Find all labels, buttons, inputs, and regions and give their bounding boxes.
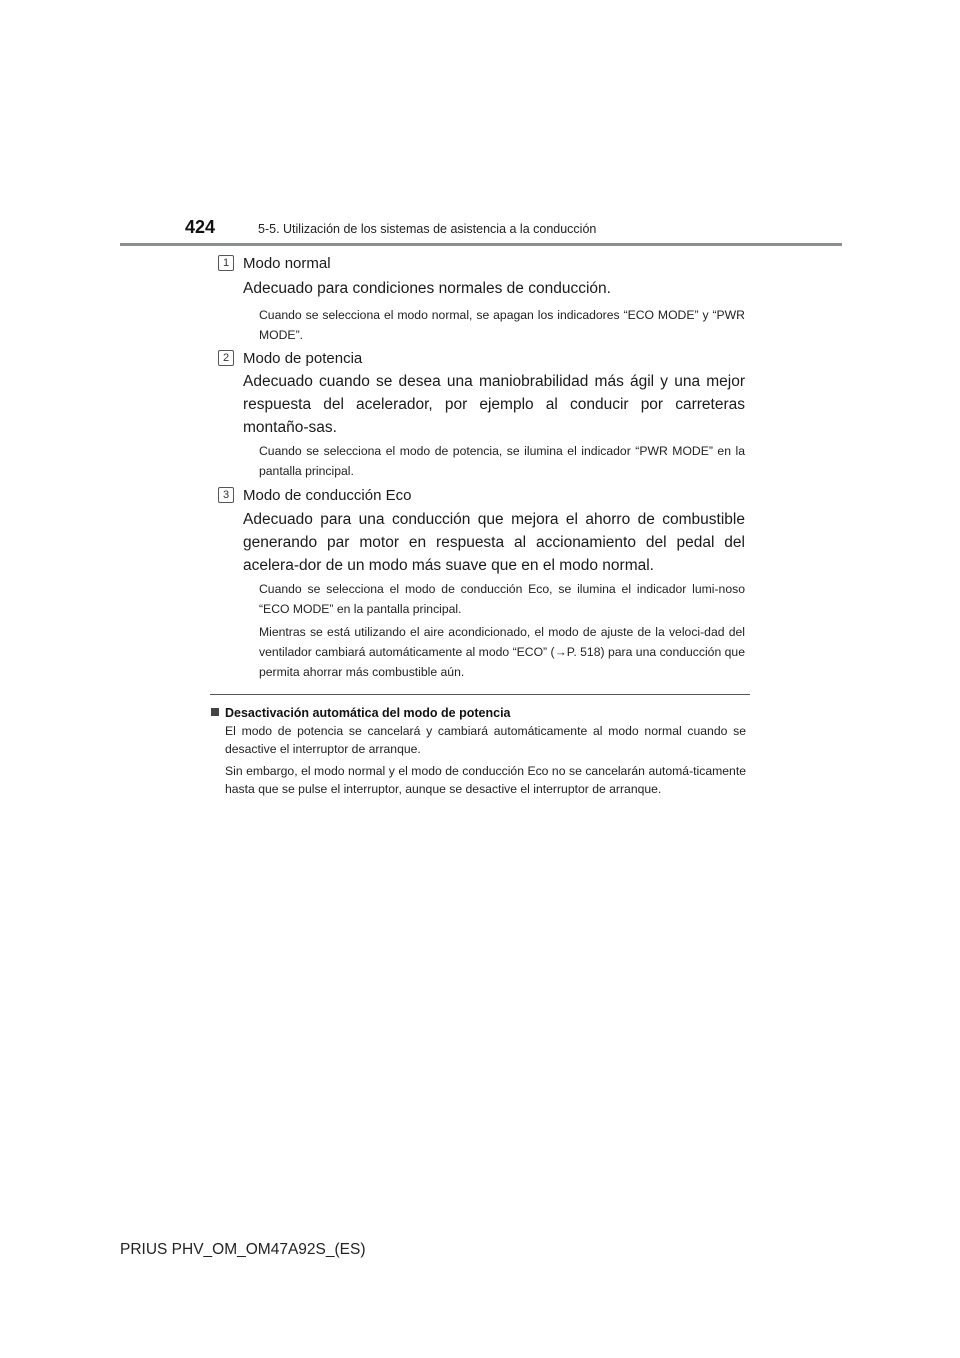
document-id: PRIUS PHV_OM_OM47A92S_(ES): [120, 1241, 366, 1258]
item-description: Adecuado cuando se desea una maniobrabilidad más ágil y una mejor respuesta del acelerador, por ejemplo al conducir por carreteras montaño-sas.: [243, 373, 745, 436]
square-bullet-icon: [211, 708, 219, 716]
item-note: Cuando se selecciona el modo normal, se apagan los indicadores “ECO MODE” y “PWR MODE”.: [259, 308, 745, 342]
item-description: Adecuado para condiciones normales de conducción.: [243, 280, 611, 297]
item-description: Adecuado para una conducción que mejora el ahorro de combustible generando par motor en respuesta al accionamiento del pedal del acelera-dor de un modo más suave que en el modo normal.: [243, 511, 745, 574]
item-number-badge: 3: [218, 487, 234, 503]
page-number: 424: [185, 217, 216, 237]
info-block: [211, 704, 746, 798]
item-number-badge: 1: [218, 255, 234, 271]
header-divider: [120, 243, 842, 246]
info-title-text: Desactivación automática del modo de potencia: [225, 706, 511, 720]
section-header: 5-5. Utilización de los sistemas de asistencia a la conducción: [258, 222, 597, 236]
item-title: Modo de conducción Eco: [243, 487, 412, 504]
item-note: Cuando se selecciona el modo de conducción Eco, se ilumina el indicador lumi-noso “ECO MODE” en la pantalla principal.: [259, 582, 745, 616]
info-paragraph: Sin embargo, el modo normal y el modo de conducción Eco no se cancelarán automá-ticamente hasta que se pulse el interruptor, aunque se desactive el interruptor de arranque.: [225, 764, 746, 796]
item-number-badge: 2: [218, 350, 234, 366]
info-title: [211, 704, 746, 722]
info-paragraph: El modo de potencia se cancelará y cambiará automáticamente al modo normal cuando se desactive el interruptor de arranque.: [225, 724, 746, 756]
item-title: Modo normal: [243, 255, 331, 272]
item-title: Modo de potencia: [243, 350, 363, 367]
item-note: Mientras se está utilizando el aire acondicionado, el modo de ajuste de la veloci-dad del ventilador cambiará automáticamente al modo “ECO” (→P. 518) para una conducción que permita ahorrar más combustible aún.: [259, 625, 745, 679]
section-divider: [210, 694, 750, 695]
item-note: Cuando se selecciona el modo de potencia, se ilumina el indicador “PWR MODE” en la pantalla principal.: [259, 444, 745, 478]
